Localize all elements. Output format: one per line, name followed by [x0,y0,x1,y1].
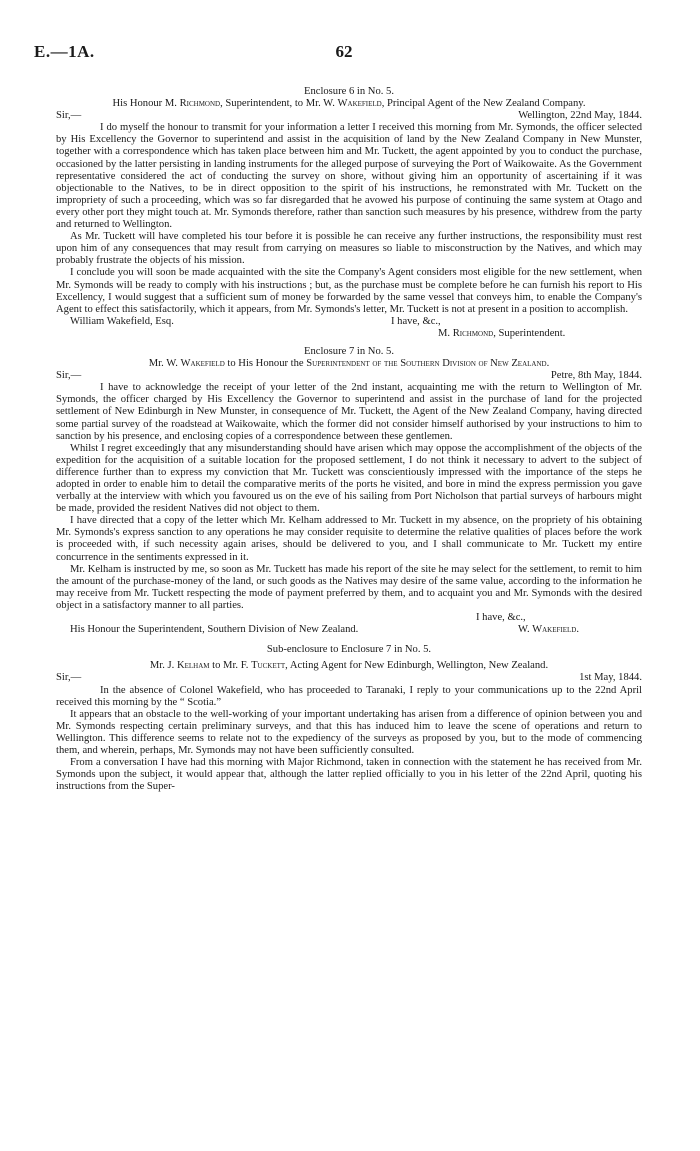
salutation: Sir,— [56,110,82,122]
paragraph: From a conversation I have had this morning with Major Richmond, taken in connection with the statement he has received from Mr. Symonds upon the subject, it would appear that, although the latter replied officially to you in his letter of the 22nd April, quoting his instructions from the Super- [56,757,642,793]
paragraph: I conclude you will soon be made acquainted with the site the Company's Agent considers most eligible for the new settlement, when Mr. Symonds will be ready to comply with his instructions ; but, as the purchase must be complete before he can furnish his report to His Excellency, I would suggest that a sufficient sum of money be forwarded by the same vessel that conveys him, to enable the Company's Agent to effect this satisfactorily, which it appears, from Mr. Symonds's letter, Mr. Tuckett is not at present in a position to accomplish. [56,267,642,315]
enclosure-heading: Enclosure 7 in No. 5. [303,345,395,357]
sender-name: Richmond [179,98,221,110]
recipient-title: Superintendent of the Southern Division of New Zealand [306,358,547,370]
paragraph: As Mr. Tuckett will have completed his tour before it is possible he can receive any further instructions, the responsibility must rest upon him of any consequences that may result from carrying on measures so liable to misconstruction by the Natives, and which may probably frustrate the objects of his mission. [56,231,642,267]
letter-title [56,358,642,370]
place-date: Petre, 8th May, 1844. [550,370,642,382]
closing-phrase: I have, &c., [391,315,441,327]
title-text: , Acting Agent for New Edinburgh, Wellington, New Zealand. [285,660,549,672]
addressee: His Honour the Superintendent, Southern Division of New Zealand. [70,624,359,636]
letter-title [56,98,642,110]
enclosure-heading: Enclosure 6 in No. 5. [303,86,395,97]
closing-phrase: I have, &c., [476,612,526,624]
recipient-name: Wakefield [337,98,382,110]
salutation-line [56,672,642,684]
paragraph: Mr. Kelham is instructed by me, so soon as Mr. Tuckett has made his report of the site he may select for the settlement, to remit to him the amount of the purchase-money of the land, or such goods as the Natives may desire of the same value, according to the information he may receive from Mr. Tuckett respecting the mode of payment preferred by them, and to acquaint you and Mr. Symonds with the desired object in a satisfactory manner to all parties. [56,563,643,611]
sub-enclosure-7 [56,644,642,793]
paragraph: In the absence of Colonel Wakefield, who has proceeded to Taranaki, I reply to your communications up to the 22nd April received this morning by the “ Scotia.” [56,684,642,708]
title-text: , Principal Agent of the New Zealand Company. [381,98,586,110]
closing-block [56,624,642,636]
paragraph: I have directed that a copy of the letter which Mr. Kelham addressed to Mr. Tuckett in my absence, on the propriety of his obtaining Mr. Symonds's express sanction to any operations he may consider requisite to determine the relative qualities of places before the work is proceeded with, if such necessity again arises, should be delivered to you, and I shall communicate to Mr. Tuckett my entire concurrence in the sentiments expressed in it. [56,515,642,563]
page-header [34,42,654,70]
closing-block [56,316,642,328]
salutation-line [56,370,642,382]
page-number: 62 [335,42,353,61]
salutation-line [56,110,642,122]
title-text: . [546,358,550,370]
title-text: to His Honour the [224,358,307,370]
place-date: Wellington, 22nd May, 1844. [518,110,642,122]
paragraph: I have to acknowledge the receipt of your letter of the 2nd instant, acquainting me with the return to Wellington of Mr. Symonds, the officer charged by His Excellency the Governor to superintend and assist in the purchase of land for the projected settlement of New Edinburgh in New Munster, in consequence of Mr. Tuckett, the Agent of the New Zealand Company, having directed some partial survey of the roadstead at Waikowaite, which the former did not consider himself authorised by your instructions to him to sanction by his presence, and enclosing copies of a correspondence between these gentlemen. [56,382,642,442]
recipient-name: Tuckett [251,660,286,672]
paragraph: It appears that an obstacle to the well-working of your important undertaking has arisen from a difference of opinion between you and Mr. Symonds respecting certain preliminary surveys, and that this has induced him to leave the scene of operations and return to Wellington. This difference seems to relate not to the expediency of the surveys as proposed by you, but to the mode of commencing them, and wherein, perhaps, Mr. Symonds may not have been sufficiently consulted. [56,708,642,756]
enclosure-heading: Sub-enclosure to Enclosure 7 in No. 5. [266,644,432,656]
page-content [56,86,642,793]
signature-title: , Superintendent. [493,327,566,339]
place-date: 1st May, 1844. [579,672,642,684]
salutation: Sir,— [56,672,82,684]
enclosure-7 [56,346,642,636]
title-text: His Honour M. [112,98,180,110]
addressee: William Wakefield, Esq. [70,315,174,327]
salutation: Sir,— [56,370,82,382]
title-text: , Superintendent, to Mr. W. [220,98,338,110]
sender-name: Wakefield [180,358,225,370]
paragraph: I do myself the honour to transmit for your information a letter I received this morning from Mr. Symonds, the officer selected by His Excellency the Governor to superintend and assist in the acquisition of land by the New Zealand Company in New Munster, together with a correspondence which has taken place between him and Mr. Tuckett, the agent appointed by you to conduct the purchase, occasioned by the latter persisting in landing instruments for the alleged purpose of surveying the Port of Waikowaite. As the Government representative considered the act of conducting the survey on shore, without giving him an opportunity of ascertaining if it was objectionable to the Natives, to be in direct opposition to the spirit of his instructions, he remonstrated with Mr. Tuckett on the impropriety of such a proceeding, which was so far disregarded that he avowed his purpose of continuing the same system at Otago and every other port they might touch at. Mr. Symonds therefore, rather than sanction such measures by his presence, withdrew from the party and returned to Wellington. [56,122,642,231]
title-text: Mr. J. [149,660,177,672]
paragraph: Whilst I regret exceedingly that any misunderstanding should have arisen which may oppose the accomplishment of the objects of the expedition for the acquisition of a suitable location for the proposed settlement, I do not think it necessary to advert to the subject of difference further than to express my conviction that Mr. Tuckett was conscientiously impressed with the importance of the steps he adopted in order to enable him to detail the comparative merits of the ports he visited, and bore in mind the express permission you gave verbally at the interview with which you favoured us on the eve of his sailing from Port Nicholson that partial surveys of harbours might be made, provided the resident Natives did not object to them. [56,442,642,515]
title-text: Mr. W. [148,358,181,370]
signature [56,328,642,340]
enclosure-6 [56,86,642,340]
signature-name: W. Wakefield. [518,624,579,636]
paper-code: E.—1A. [34,42,95,61]
signature-name: M. Richmond [438,327,494,339]
letter-title [56,660,642,672]
sender-name: Kelham [176,660,210,672]
title-text: to Mr. F. [209,660,252,672]
